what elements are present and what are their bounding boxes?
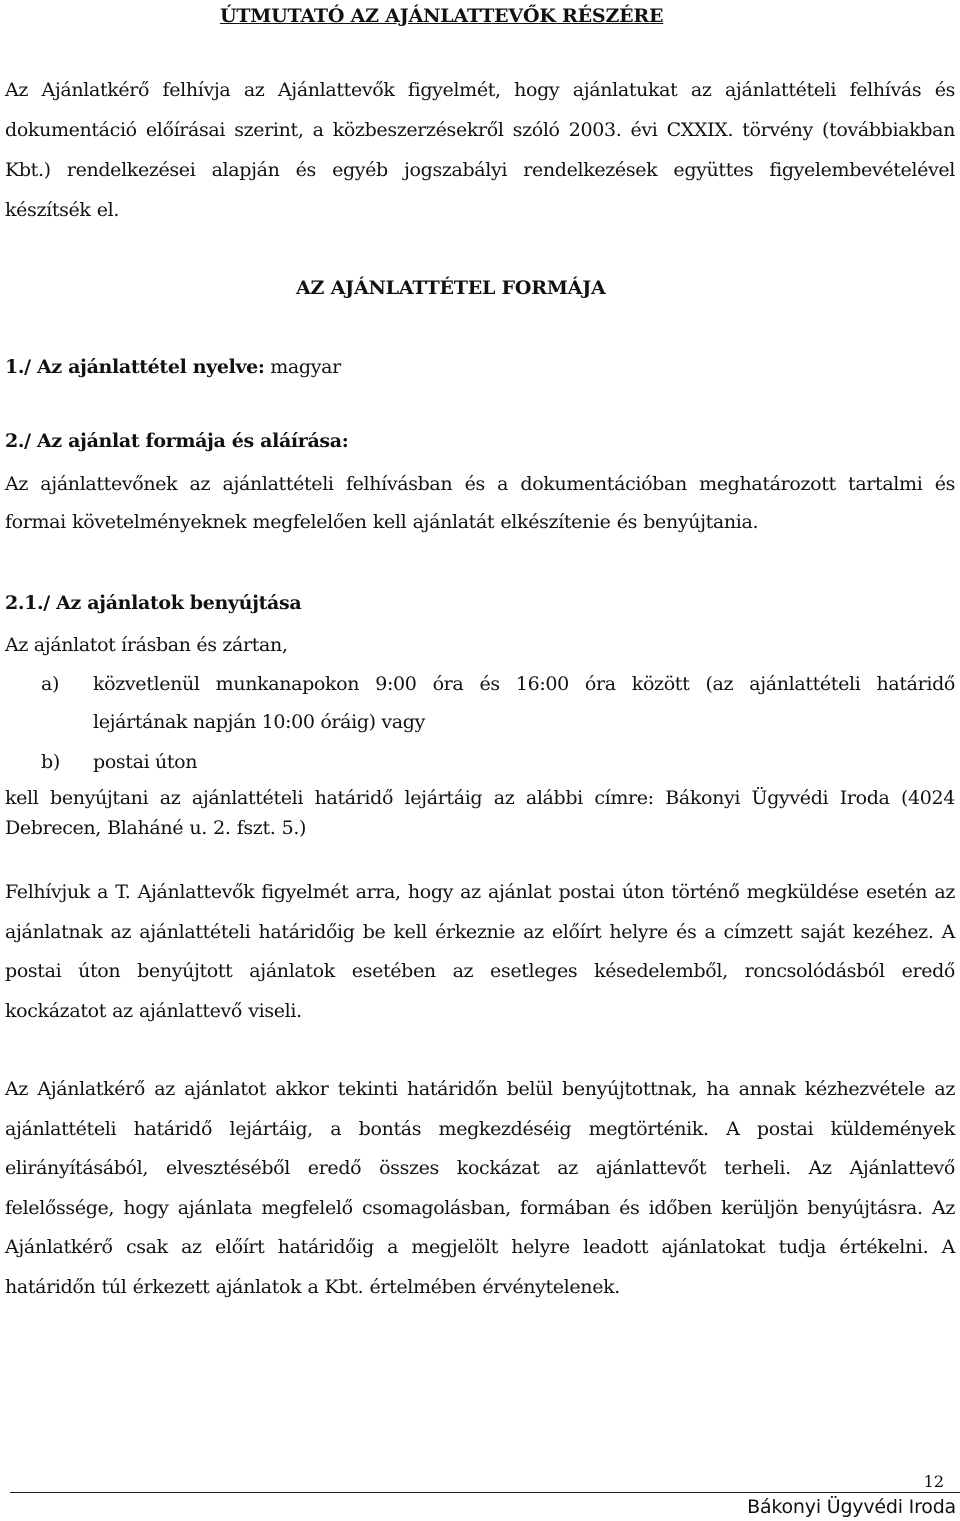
- section-title: AZ AJÁNLATTÉTEL FORMÁJA: [296, 277, 606, 299]
- item-2-paragraph: Az ajánlattevőnek az ajánlattételi felhívásban és a dokumentációban meghatározott tartalmi és formai követelményeknek megfelelően kell ajánlatát elkészítenie és benyújtania.: [5, 473, 955, 533]
- page-number: 12: [923, 1472, 944, 1491]
- footer-firm-name: Bákonyi Ügyvédi Iroda: [747, 1496, 956, 1518]
- item-2-heading: 2./ Az ajánlat formája és aláírása:: [5, 430, 349, 452]
- item-1: [5, 351, 955, 383]
- document-title: ÚTMUTATÓ AZ AJÁNLATTEVŐK RÉSZÉRE: [220, 5, 664, 27]
- list-item-b-line1: postai úton: [93, 751, 198, 773]
- list-item-a-line1: közvetlenül munkanapokon 9:00 óra és 16:00 óra között (az ajánlattételi határidő: [93, 673, 955, 695]
- notice-paragraph: Felhívjuk a T. Ajánlattevők figyelmét arra, hogy az ajánlat postai úton történő megküldése esetén az ajánlatnak az ajánlattételi határidőig be kell érkeznie az előírt helyre és a címzett saját kezéhez. A postai úton benyújtott ajánlatok esetében az esetleges késedelemből, roncsolódásból eredő kockázatot az ajánlattevő viseli.: [5, 881, 955, 1022]
- item-2-1-intro: Az ajánlatot írásban és zártan,: [5, 634, 288, 656]
- item-1-value: magyar: [264, 356, 341, 378]
- intro-paragraph: Az Ajánlatkérő felhívja az Ajánlattevők figyelmét, hogy ajánlatukat az ajánlattételi felhívás és dokumentáció előírásai szerint, a közbeszerzésekről szóló 2003. évi CXXIX. törvény (továbbiakban Kbt.) rendelkezései alapján és egyéb jogszabályi rendelkezések együttes figyelembevételével készítsék el.: [5, 79, 955, 221]
- closing-paragraph: Az Ajánlatkérő az ajánlatot akkor tekinti határidőn belül benyújtottnak, ha annak kézhezvétele az ajánlattételi határidő lejártáig, a bontás megkezdéséig megtörténik. A postai küldemények elirányításából, elvesztéséből eredő összes kockázat az ajánlattevőt terheli. Az Ajánlattevő felelőssége, hogy ajánlata megfelelő csomagolásban, formában és időben kerüljön benyújtásra. Az Ajánlatkérő csak az előírt határidőig a megjelölt helyre leadott ajánlatokat tudja értékelni. A határidőn túl érkezett ajánlatok a Kbt. értelmében érvénytelenek.: [5, 1078, 955, 1298]
- list-item-a-marker: a): [41, 673, 60, 695]
- list-item-a-line2: lejártának napján 10:00 óráig) vagy: [93, 711, 425, 733]
- item-2-1-heading: 2.1./ Az ajánlatok benyújtása: [5, 592, 302, 614]
- footer-divider: [10, 1492, 960, 1493]
- item-1-label: 1./ Az ajánlattétel nyelve:: [5, 356, 265, 378]
- list-item-b-marker: b): [41, 751, 60, 773]
- address-paragraph: kell benyújtani az ajánlattételi határidő lejártáig az alábbi címre: Bákonyi Ügyvédi Iroda (4024 Debrecen, Blaháné u. 2. fszt. 5.): [5, 787, 955, 839]
